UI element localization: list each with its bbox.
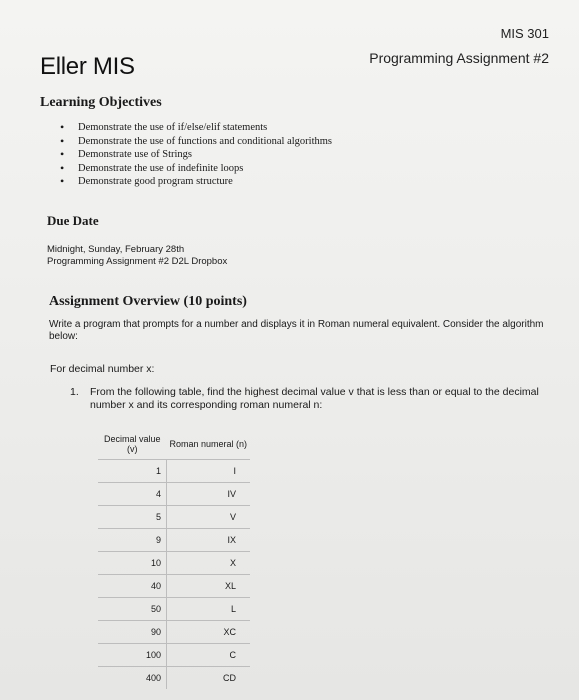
roman-cell: IX bbox=[167, 529, 251, 552]
objectives-list bbox=[60, 121, 332, 189]
header-decimal: Decimal value (v) bbox=[103, 434, 161, 454]
due-date-time: Midnight, Sunday, February 28th bbox=[47, 244, 185, 255]
decimal-cell: 90 bbox=[98, 621, 167, 644]
decimal-cell: 100 bbox=[98, 644, 167, 667]
bullet-icon: • bbox=[60, 147, 65, 161]
roman-cell: L bbox=[167, 598, 251, 621]
overview-text: Write a program that prompts for a number and displays it in Roman numeral equivalent. Consider the algorithm below: bbox=[49, 319, 544, 342]
table-row bbox=[98, 575, 250, 598]
decimal-cell: 400 bbox=[98, 667, 167, 690]
roman-cell: I bbox=[167, 460, 251, 483]
step-number: 1. bbox=[70, 386, 79, 398]
objective-item: • Demonstrate good program structure bbox=[60, 174, 233, 188]
roman-cell: CD bbox=[167, 667, 251, 690]
overview-heading: Assignment Overview (10 points) bbox=[49, 294, 247, 309]
table-row bbox=[98, 621, 250, 644]
table-header-row bbox=[98, 429, 250, 460]
for-decimal-label: For decimal number x: bbox=[50, 363, 155, 375]
roman-numeral-table bbox=[98, 429, 250, 689]
objective-item: • Demonstrate the use of if/else/elif statements bbox=[60, 120, 268, 134]
bullet-icon: • bbox=[60, 120, 65, 134]
course-code: MIS 301 bbox=[500, 26, 549, 41]
algorithm-step-1 bbox=[70, 386, 540, 411]
bullet-icon: • bbox=[60, 160, 65, 175]
objective-item: • Demonstrate the use of functions and conditional algorithms bbox=[60, 133, 332, 148]
roman-table-container bbox=[98, 429, 250, 689]
bullet-icon: • bbox=[60, 133, 65, 148]
learning-objectives-heading: Learning Objectives bbox=[40, 95, 162, 110]
table-row bbox=[98, 598, 250, 621]
decimal-cell: 5 bbox=[98, 506, 167, 529]
decimal-cell: 50 bbox=[98, 598, 167, 621]
table-row bbox=[98, 483, 250, 506]
step-text: From the following table, find the highest decimal value v that is less than or equal to the decimal number x and its corresponding roman numeral n: bbox=[90, 386, 539, 411]
objective-item: • Demonstrate use of Strings bbox=[60, 147, 193, 161]
decimal-cell: 4 bbox=[98, 483, 167, 506]
table-row bbox=[98, 506, 250, 529]
assignment-title: Programming Assignment #2 bbox=[369, 50, 549, 66]
table-row bbox=[98, 667, 250, 690]
roman-cell: C bbox=[167, 644, 251, 667]
table-row bbox=[98, 644, 250, 667]
decimal-cell: 1 bbox=[98, 460, 167, 483]
brand-title: Eller MIS bbox=[40, 53, 135, 80]
table-row bbox=[98, 529, 250, 552]
decimal-cell: 10 bbox=[98, 552, 167, 575]
header-roman: Roman numeral (n) bbox=[169, 439, 248, 449]
bullet-icon: • bbox=[60, 174, 65, 188]
due-date-dropbox: Programming Assignment #2 D2L Dropbox bbox=[47, 256, 228, 267]
table-row bbox=[98, 552, 250, 575]
roman-cell: XL bbox=[167, 575, 251, 598]
objective-item: • Demonstrate the use of indefinite loops bbox=[60, 160, 244, 175]
due-date-heading: Due Date bbox=[47, 213, 99, 228]
decimal-cell: 9 bbox=[98, 529, 167, 552]
table-row bbox=[98, 460, 250, 483]
roman-cell: IV bbox=[167, 483, 251, 506]
roman-cell: XC bbox=[167, 621, 251, 644]
roman-cell: V bbox=[167, 506, 251, 529]
decimal-cell: 40 bbox=[98, 575, 167, 598]
roman-cell: X bbox=[167, 552, 251, 575]
